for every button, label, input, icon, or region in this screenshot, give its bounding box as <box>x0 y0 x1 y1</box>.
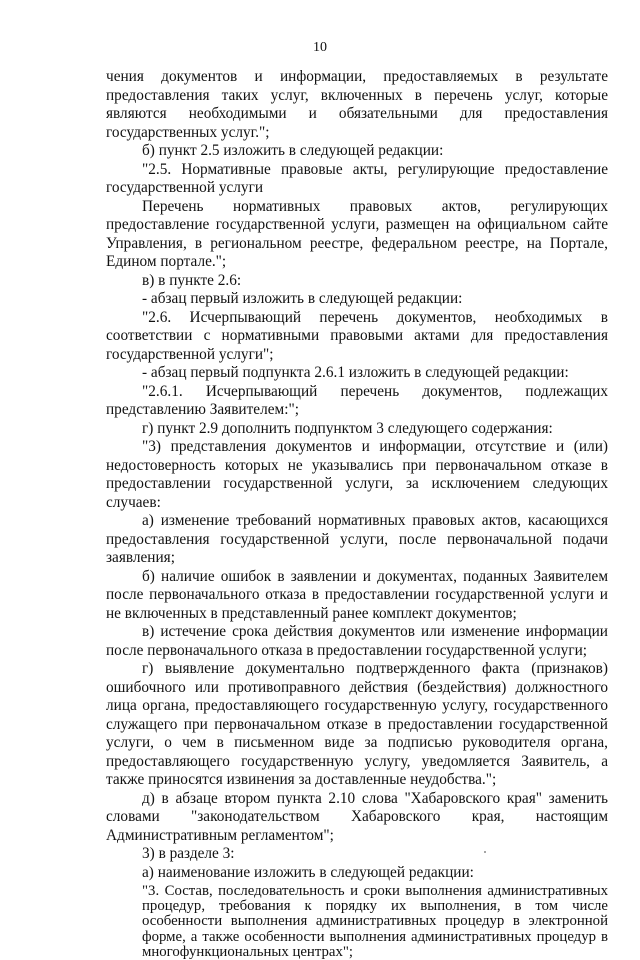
page-number: 10 <box>313 40 327 55</box>
quoted-section-title: "3. Состав, последовательность и сроки выполнения административных процедур, требования к порядку их выполнения, в том числе особенности выполнения административных процедур в электронной форме, а также особенности выполнения административных процедур в многофункциональных центрах"; <box>142 883 608 960</box>
paragraph: - абзац первый изложить в следующей редакции: <box>142 290 463 307</box>
paragraph: чения документов и информации, предоставляемых в результате предоставления таких услуг, включенных в перечень услуг, которые являются необходимыми и обязательными для предоставления государственных услуг."; <box>106 68 608 141</box>
paragraph: д) в абзаце втором пункта 2.10 слова "Хабаровского края" заменить словами "законодательством Хабаровского края, настоящим Административным регламентом"; <box>106 789 608 844</box>
scan-speck <box>484 851 486 853</box>
paragraph: г) выявление документально подтвержденного факта (признаков) ошибочного или противоправного действия (бездействия) должностного лица органа, предоставляющего государственную услугу, государственного служащего при первоначальном отказе в предоставлении государственной услуги, о чем в письменном виде за подписью руководителя органа, предоставляющего государственную услугу, уведомляется Заявитель, а также приносятся извинения за доставленные неудобства."; <box>106 660 608 788</box>
paragraph: в) в пункте 2.6: <box>142 271 242 289</box>
paragraph: Перечень нормативных правовых актов, регулирующих предоставление государственной услуги, размещен на официальном сайте Управления, в региональном реестре, федеральном реестре, на Портале, Едином портале."; <box>106 197 608 270</box>
paragraph: б) наличие ошибок в заявлении и документах, поданных Заявителем после первоначального отказа в предоставлении государственной услуги и не включенных в представленный ранее комплект документов; <box>106 567 608 622</box>
paragraph: 3) в разделе 3: <box>142 845 235 862</box>
paragraph: в) истечение срока действия документов или изменение информации после первоначального отказа в предоставлении государственной услуги; <box>106 623 608 659</box>
paragraph: а) наименование изложить в следующей редакции: <box>142 863 474 881</box>
paragraph: а) изменение требований нормативных правовых актов, касающихся предоставления государственной услуги, после первоначальной подачи заявления; <box>106 512 608 566</box>
paragraph: "2.6.1. Исчерпывающий перечень документов, подлежащих представлению Заявителем:"; <box>106 382 608 418</box>
paragraph: "2.5. Нормативные правовые акты, регулирующие предоставление государственной услуги <box>106 160 608 196</box>
paragraph: - абзац первый подпункта 2.6.1 изложить в следующей редакции: <box>142 364 569 381</box>
document-body <box>106 68 608 960</box>
paragraph: "2.6. Исчерпывающий перечень документов, необходимых в соответствии с нормативными правовыми актами для предоставления государственной услуги"; <box>106 308 608 363</box>
paragraph: г) пункт 2.9 дополнить подпунктом 3 следующего содержания: <box>142 419 553 437</box>
paragraph: "3) представления документов и информации, отсутствие и (или) недостоверность которых не указывались при первоначальном отказе в предоставлении государственной услуги, за исключением следующих случаев: <box>106 438 608 511</box>
paragraph: б) пункт 2.5 изложить в следующей редакции: <box>142 142 444 159</box>
